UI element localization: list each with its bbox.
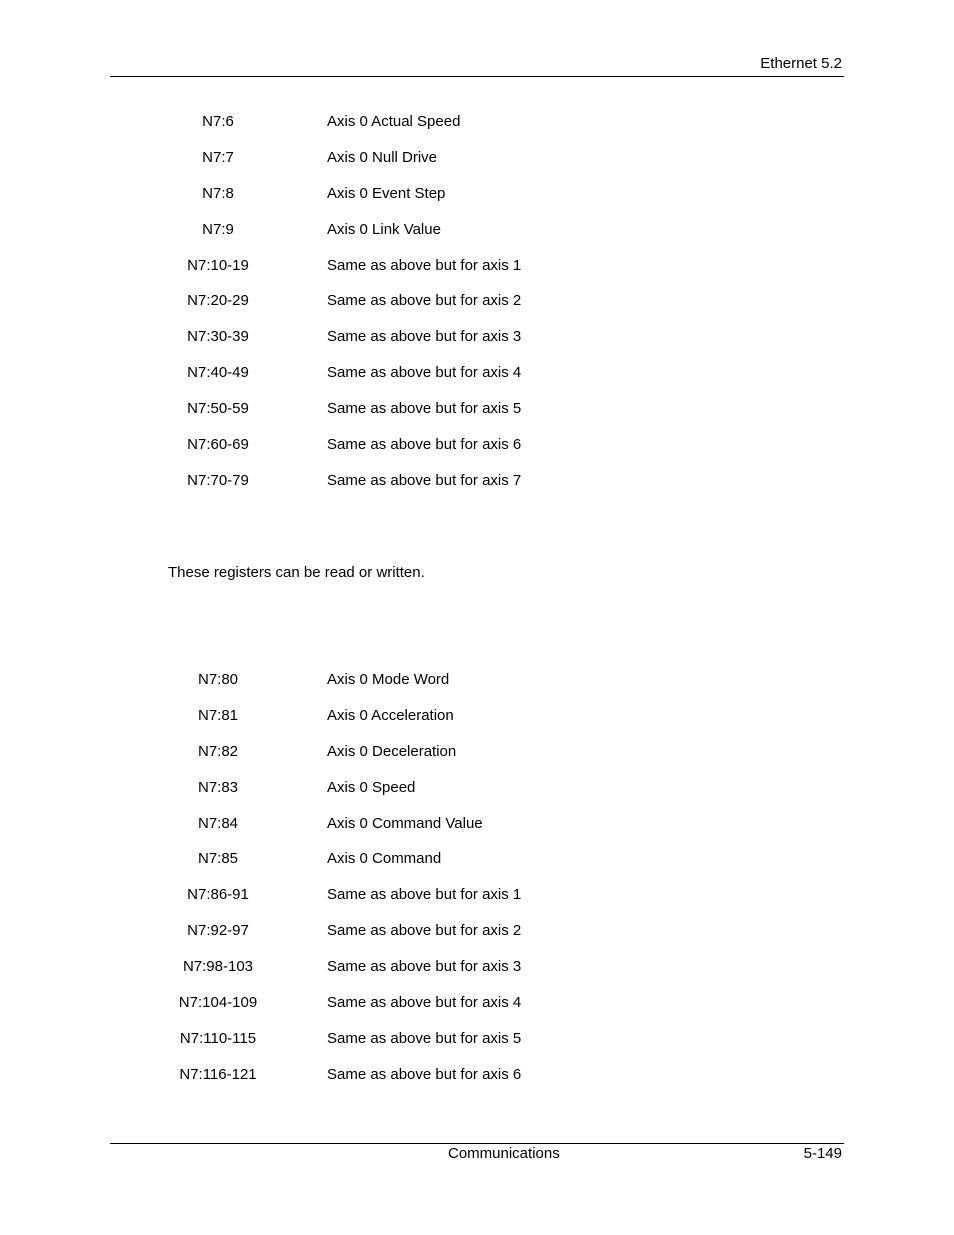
table-row — [160, 255, 660, 291]
table-row — [160, 147, 660, 183]
register-address: N7:81 — [197, 706, 239, 724]
table-row — [160, 290, 660, 326]
table-row — [160, 183, 660, 219]
register-address: N7:20-29 — [187, 292, 249, 310]
register-address: N7:30-39 — [187, 328, 249, 346]
table-row — [160, 326, 660, 362]
register-address: N7:80 — [197, 671, 239, 688]
register-description: Axis 0 Event Step — [327, 184, 446, 202]
register-description: Same as above but for axis 7 — [327, 471, 522, 489]
register-address: N7:92-97 — [187, 922, 249, 940]
page-number: 5-149 — [803, 1145, 842, 1162]
register-description: Same as above but for axis 1 — [327, 256, 522, 274]
footer-rule — [110, 1143, 844, 1144]
register-description: Axis 0 Link Value — [327, 220, 441, 238]
register-address: N7:86-91 — [187, 886, 249, 904]
register-address: N7:7 — [202, 148, 234, 166]
register-address: N7:50-59 — [187, 400, 249, 418]
register-address: N7:60-69 — [187, 436, 249, 454]
table-row — [160, 920, 660, 956]
table-row — [160, 705, 660, 741]
register-address: N7:40-49 — [187, 364, 249, 382]
table-row — [160, 398, 660, 434]
register-address: N7:10-19 — [187, 256, 249, 274]
register-description: Same as above but for axis 4 — [327, 364, 522, 382]
table-row — [160, 992, 660, 1028]
register-address: N7:82 — [197, 742, 239, 760]
register-description: Axis 0 Acceleration — [327, 706, 454, 724]
register-table-write — [160, 669, 660, 1100]
register-description: Same as above but for axis 2 — [327, 922, 522, 940]
register-description: Same as above but for axis 6 — [327, 436, 522, 454]
table-row — [160, 1028, 660, 1064]
register-description: Same as above but for axis 6 — [327, 1065, 522, 1083]
register-table-read — [160, 111, 660, 506]
register-address: N7:98-103 — [182, 958, 254, 976]
register-description: Axis 0 Null Drive — [327, 148, 438, 166]
register-address: N7:110-115 — [179, 1029, 257, 1047]
table-row — [160, 848, 660, 884]
register-description: Same as above but for axis 4 — [327, 994, 522, 1012]
register-address: N7:9 — [202, 220, 234, 238]
register-description: Axis 0 Speed — [327, 778, 416, 796]
table-row — [160, 362, 660, 398]
table-row — [160, 111, 660, 147]
register-address: N7:84 — [197, 814, 239, 832]
register-description: Same as above but for axis 3 — [327, 328, 522, 346]
table-row — [160, 956, 660, 992]
register-address: N7:116-121 — [179, 1065, 257, 1083]
register-description: Same as above but for axis 5 — [327, 400, 522, 418]
register-description: Axis 0 Mode Word — [327, 671, 450, 688]
register-address: N7:8 — [202, 184, 234, 202]
table-row — [160, 219, 660, 255]
register-description: Axis 0 Command — [327, 850, 442, 868]
register-description: Same as above but for axis 3 — [327, 958, 522, 976]
register-address: N7:85 — [197, 850, 239, 868]
register-description: Axis 0 Actual Speed — [327, 113, 461, 130]
register-description: Same as above but for axis 1 — [327, 886, 522, 904]
register-address: N7:6 — [202, 113, 234, 130]
table-row — [160, 884, 660, 920]
register-description: Same as above but for axis 5 — [327, 1029, 522, 1047]
register-description: Axis 0 Deceleration — [327, 742, 457, 760]
register-description: Same as above but for axis 2 — [327, 292, 522, 310]
register-address: N7:104-109 — [178, 994, 258, 1012]
header-rule — [110, 76, 844, 77]
table-row — [160, 434, 660, 470]
table-row — [160, 470, 660, 506]
table-row — [160, 777, 660, 813]
register-description: Axis 0 Command Value — [327, 814, 483, 832]
table-row — [160, 669, 660, 705]
running-header: Ethernet 5.2 — [760, 55, 842, 72]
body-paragraph: These registers can be read or written. — [168, 564, 425, 581]
register-address: N7:83 — [197, 778, 239, 796]
table-row — [160, 813, 660, 849]
footer-chapter: Communications — [448, 1145, 560, 1162]
table-row — [160, 1064, 660, 1100]
table-row — [160, 741, 660, 777]
register-address: N7:70-79 — [187, 471, 249, 489]
